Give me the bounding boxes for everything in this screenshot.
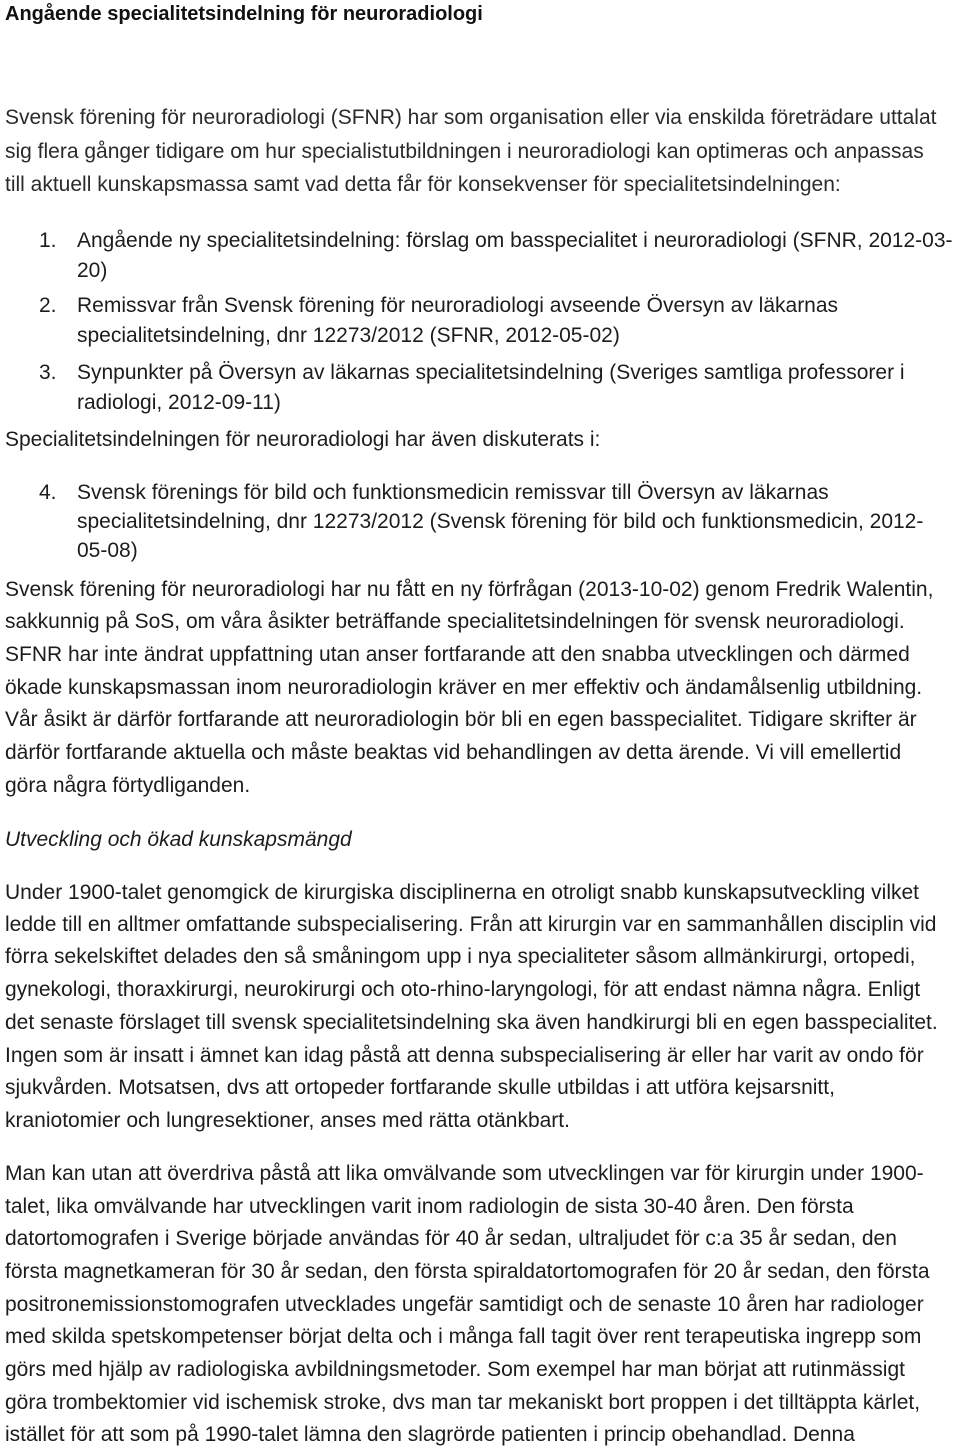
text-line: istället för att som på 1990-talet lämna den slagrörde patienten i princip obehandlad. Denna [5, 1423, 855, 1446]
text-line: ökade kunskapsmassan inom neuroradiologin kräver en mer effektiv och ändamålsenlig utbildning. [5, 676, 923, 699]
text-line: sig flera gånger tidigare om hur specialistutbildningen i neuroradiologi kan optimeras och anpassas [5, 140, 924, 163]
text-line: sakkunnig på SoS, om våra åsikter beträffande specialitetsindelningen för svensk neuroradiologi. [5, 610, 905, 633]
text-line: Under 1900-talet genomgick de kirurgiska disciplinerna en otroligt snabb kunskapsutveckling vilket [5, 881, 919, 904]
text-line: göra trombektomier vid ischemisk stroke, dvs man tar mekaniskt bort proppen i det tilltäppta kärlet, [5, 1391, 921, 1414]
text-line: Angående ny specialitetsindelning: förslag om basspecialitet i neuroradiologi (SFNR, 2012-03- [77, 229, 953, 252]
text-line: görs med hjälp av radiologiska avbildningsmetoder. Som exempel har man börjat att rutinmässigt [5, 1358, 905, 1381]
list-number: 1. [39, 229, 57, 252]
text-line: ledde till en alltmer omfattande subspecialisering. Från att kirurgin var en sammanhållen disciplin vid [5, 913, 937, 936]
text-line: Svensk förening för neuroradiologi (SFNR) har som organisation eller via enskilda företrädare uttalat [5, 106, 937, 129]
list-number: 4. [39, 481, 57, 504]
text-line: med skilda spetskompetenser börjat delta och i många fall tagit över rent terapeutiska ingrepp som [5, 1325, 922, 1348]
text-line: det senaste förslaget till svensk specialitetsindelning ska även handkirurgi bli en egen basspecialitet. [5, 1011, 938, 1034]
list-number: 3. [39, 361, 57, 384]
text-line: till aktuell kunskapsmassa samt vad detta får för konsekvenser för specialitetsindelningen: [5, 173, 841, 196]
text-line: 20) [77, 259, 108, 282]
section-heading: Utveckling och ökad kunskapsmängd [5, 828, 352, 851]
document-title: Angående specialitetsindelning för neuroradiologi [5, 3, 483, 25]
text-line: därför fortfarande aktuella och måste beaktas vid behandlingen av detta ärende. Vi vill emellertid [5, 741, 902, 764]
also-discussed-text: Specialitetsindelningen för neuroradiologi har även diskuterats i: [5, 428, 601, 451]
text-line: sjukvården. Motsatsen, dvs att ortopeder fortfarande skulle utbildas i att utföra kejsarsnitt, [5, 1076, 835, 1099]
text-line: positronemissionstomografen utvecklades ungefär samtidigt och de senaste 10 åren har radiologer [5, 1293, 924, 1316]
list-number: 2. [39, 294, 57, 317]
text-line: Svensk förening för neuroradiologi har nu fått en ny förfrågan (2013-10-02) genom Fredrik Walentin, [5, 578, 934, 601]
text-line: Remissvar från Svensk förening för neuroradiologi avseende Översyn av läkarnas [77, 294, 839, 317]
text-line: kraniotomier och lungresektioner, anses med rätta otänkbart. [5, 1109, 570, 1132]
text-line: Synpunkter på Översyn av läkarnas specialitetsindelning (Sveriges samtliga professorer i [77, 361, 905, 384]
text-line: Ingen som är insatt i ämnet kan idag påstå att denna subspecialisering är eller har varit av ondo för [5, 1044, 924, 1067]
text-line: Svensk förenings för bild och funktionsmedicin remissvar till Översyn av läkarnas [77, 481, 829, 504]
text-line: specialitetsindelning, dnr 12273/2012 (Svensk förening för bild och funktionsmedicin, 2012- [77, 510, 924, 533]
text-line: 05-08) [77, 539, 138, 562]
text-line: förra sekelskiftet delades den så småningom upp i nya specialiteter såsom allmänkirurgi, ortopedi, [5, 945, 916, 968]
text-line: datortomografen i Sverige började användas för 40 år sedan, ultraljudet för c:a 35 år sedan, den [5, 1227, 897, 1250]
text-line: SFNR har inte ändrat uppfattning utan anser fortfarande att den snabba utvecklingen och därmed [5, 643, 910, 666]
text-line: Vår åsikt är därför fortfarande att neuroradiologin bör bli en egen basspecialitet. Tidigare skrifter är [5, 708, 917, 731]
text-line: specialitetsindelning, dnr 12273/2012 (SFNR, 2012-05-02) [77, 324, 620, 347]
text-line: talet, lika omvälvande har utvecklingen varit inom radiologin de sista 30-40 åren. Den första [5, 1195, 854, 1218]
text-line: gynekologi, thoraxkirurgi, neurokirurgi och oto-rhino-laryngologi, för att endast nämna några. Enligt [5, 978, 921, 1001]
text-line: första magnetkameran för 30 år sedan, den första spiraldatortomografen för 20 år sedan, den första [5, 1260, 930, 1283]
text-line: Man kan utan att överdriva påstå att lika omvälvande som utvecklingen var för kirurgin under 1900- [5, 1162, 924, 1185]
text-line: göra några förtydliganden. [5, 774, 251, 797]
text-line: radiologi, 2012-09-11) [77, 391, 281, 414]
